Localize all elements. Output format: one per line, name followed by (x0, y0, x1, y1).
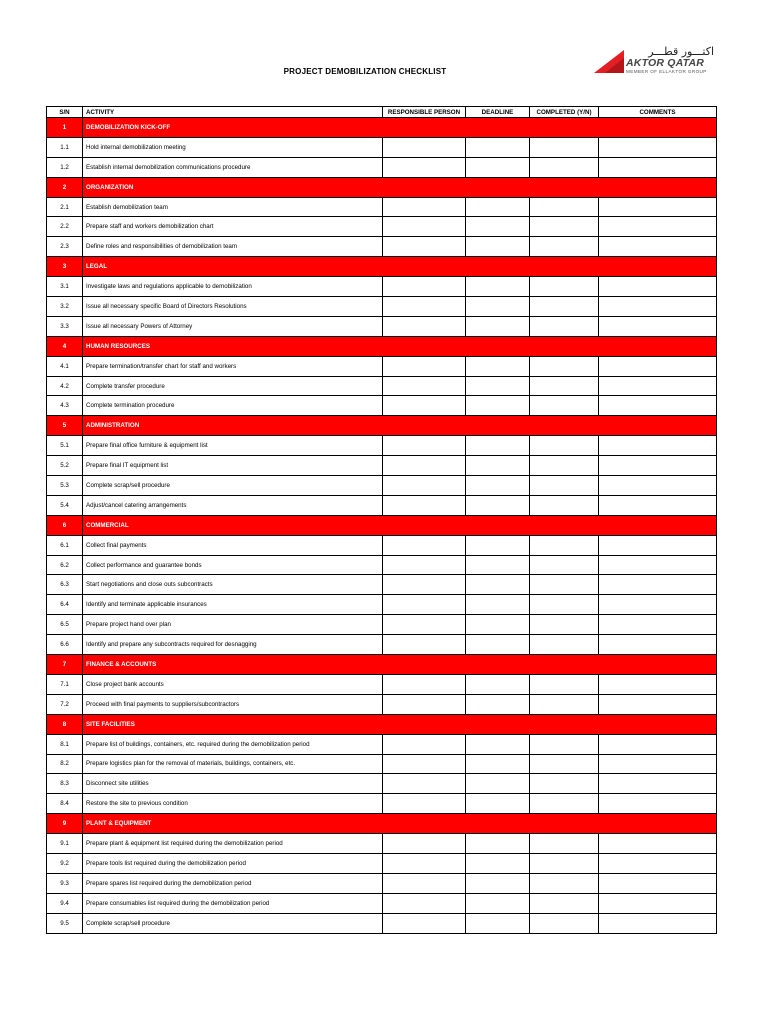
deadline-cell[interactable] (466, 555, 530, 575)
item-activity: Establish demobilization team (83, 197, 383, 217)
logo-triangle-icon (594, 48, 628, 78)
table-row (47, 555, 717, 575)
item-number: 5.4 (47, 495, 83, 515)
deadline-cell[interactable] (466, 635, 530, 655)
responsible-person-cell[interactable] (383, 316, 466, 336)
deadline-cell[interactable] (466, 157, 530, 177)
item-number: 3.2 (47, 297, 83, 317)
section-title: LEGAL (83, 257, 717, 277)
deadline-cell[interactable] (466, 535, 530, 555)
responsible-person-cell[interactable] (383, 794, 466, 814)
comments-cell[interactable] (599, 774, 717, 794)
section-row (47, 118, 717, 138)
responsible-person-cell[interactable] (383, 913, 466, 933)
item-activity: Prepare staff and workers demobilization chart (83, 217, 383, 237)
item-activity: Close project bank accounts (83, 674, 383, 694)
deadline-cell[interactable] (466, 873, 530, 893)
comments-cell[interactable] (599, 197, 717, 217)
responsible-person-cell[interactable] (383, 575, 466, 595)
table-row (47, 316, 717, 336)
deadline-cell[interactable] (466, 376, 530, 396)
responsible-person-cell[interactable] (383, 893, 466, 913)
item-number: 8.3 (47, 774, 83, 794)
header-sn: S/N (47, 107, 83, 118)
deadline-cell[interactable] (466, 137, 530, 157)
table-row (47, 834, 717, 854)
table-row (47, 376, 717, 396)
item-number: 1.1 (47, 137, 83, 157)
item-number: 6.2 (47, 555, 83, 575)
comments-cell[interactable] (599, 873, 717, 893)
responsible-person-cell[interactable] (383, 615, 466, 635)
comments-cell[interactable] (599, 137, 717, 157)
table-row (47, 873, 717, 893)
item-activity: Restore the site to previous condition (83, 794, 383, 814)
deadline-cell[interactable] (466, 754, 530, 774)
item-activity: Prepare final office furniture & equipment list (83, 436, 383, 456)
comments-cell[interactable] (599, 555, 717, 575)
section-row (47, 257, 717, 277)
responsible-person-cell[interactable] (383, 694, 466, 714)
item-activity: Prepare consumables list required during the demobilization period (83, 893, 383, 913)
section-number: 6 (47, 515, 83, 535)
completed-cell[interactable] (530, 277, 599, 297)
section-title: ORGANIZATION (83, 177, 717, 197)
table-row (47, 575, 717, 595)
item-number: 6.5 (47, 615, 83, 635)
completed-cell[interactable] (530, 635, 599, 655)
comments-cell[interactable] (599, 436, 717, 456)
section-title: COMMERCIAL (83, 515, 717, 535)
section-title: DEMOBILIZATION KICK-OFF (83, 118, 717, 138)
item-number: 4.3 (47, 396, 83, 416)
responsible-person-cell[interactable] (383, 674, 466, 694)
deadline-cell[interactable] (466, 277, 530, 297)
comments-cell[interactable] (599, 396, 717, 416)
item-number: 6.4 (47, 595, 83, 615)
item-number: 9.3 (47, 873, 83, 893)
completed-cell[interactable] (530, 356, 599, 376)
deadline-cell[interactable] (466, 456, 530, 476)
section-number: 1 (47, 118, 83, 138)
section-row (47, 416, 717, 436)
completed-cell[interactable] (530, 555, 599, 575)
item-activity: Identify and terminate applicable insurances (83, 595, 383, 615)
completed-cell[interactable] (530, 794, 599, 814)
item-number: 5.3 (47, 476, 83, 496)
responsible-person-cell[interactable] (383, 754, 466, 774)
deadline-cell[interactable] (466, 674, 530, 694)
table-row (47, 853, 717, 873)
completed-cell[interactable] (530, 754, 599, 774)
responsible-person-cell[interactable] (383, 376, 466, 396)
completed-cell[interactable] (530, 157, 599, 177)
comments-cell[interactable] (599, 595, 717, 615)
comments-cell[interactable] (599, 575, 717, 595)
item-number: 9.2 (47, 853, 83, 873)
responsible-person-cell[interactable] (383, 873, 466, 893)
section-title: HUMAN RESOURCES (83, 336, 717, 356)
section-number: 4 (47, 336, 83, 356)
completed-cell[interactable] (530, 197, 599, 217)
deadline-cell[interactable] (466, 436, 530, 456)
deadline-cell[interactable] (466, 893, 530, 913)
table-row (47, 495, 717, 515)
completed-cell[interactable] (530, 535, 599, 555)
header-responsible-person: RESPONSIBLE PERSON (383, 107, 466, 118)
table-row (47, 893, 717, 913)
comments-cell[interactable] (599, 476, 717, 496)
deadline-cell[interactable] (466, 356, 530, 376)
item-activity: Investigate laws and regulations applicable to demobilization (83, 277, 383, 297)
comments-cell[interactable] (599, 734, 717, 754)
responsible-person-cell[interactable] (383, 436, 466, 456)
table-row (47, 277, 717, 297)
comments-cell[interactable] (599, 794, 717, 814)
table-row (47, 595, 717, 615)
completed-cell[interactable] (530, 834, 599, 854)
item-activity: Start negotiations and close outs subcontracts (83, 575, 383, 595)
table-row (47, 674, 717, 694)
deadline-cell[interactable] (466, 734, 530, 754)
item-activity: Prepare termination/transfer chart for staff and workers (83, 356, 383, 376)
table-row (47, 476, 717, 496)
deadline-cell[interactable] (466, 495, 530, 515)
comments-cell[interactable] (599, 535, 717, 555)
deadline-cell[interactable] (466, 575, 530, 595)
comments-cell[interactable] (599, 277, 717, 297)
responsible-person-cell[interactable] (383, 595, 466, 615)
table-row (47, 794, 717, 814)
responsible-person-cell[interactable] (383, 197, 466, 217)
section-number: 5 (47, 416, 83, 436)
completed-cell[interactable] (530, 476, 599, 496)
responsible-person-cell[interactable] (383, 396, 466, 416)
item-activity: Prepare list of buildings, containers, etc. required during the demobilization period (83, 734, 383, 754)
completed-cell[interactable] (530, 595, 599, 615)
comments-cell[interactable] (599, 316, 717, 336)
item-activity: Prepare spares list required during the demobilization period (83, 873, 383, 893)
responsible-person-cell[interactable] (383, 476, 466, 496)
item-number: 6.3 (47, 575, 83, 595)
table-row (47, 157, 717, 177)
completed-cell[interactable] (530, 436, 599, 456)
completed-cell[interactable] (530, 495, 599, 515)
table-row (47, 197, 717, 217)
header-completed: COMPLETED (Y/N) (530, 107, 599, 118)
deadline-cell[interactable] (466, 834, 530, 854)
completed-cell[interactable] (530, 237, 599, 257)
item-number: 9.5 (47, 913, 83, 933)
section-title: PLANT & EQUIPMENT (83, 814, 717, 834)
header-comments: COMMENTS (599, 107, 717, 118)
completed-cell[interactable] (530, 734, 599, 754)
item-activity: Prepare logistics plan for the removal of materials, buildings, containers, etc. (83, 754, 383, 774)
table-row (47, 913, 717, 933)
completed-cell[interactable] (530, 137, 599, 157)
section-number: 9 (47, 814, 83, 834)
logo-name: AKTOR QATAR (626, 57, 705, 69)
item-number: 2.3 (47, 237, 83, 257)
responsible-person-cell[interactable] (383, 853, 466, 873)
item-number: 2.2 (47, 217, 83, 237)
responsible-person-cell[interactable] (383, 297, 466, 317)
comments-cell[interactable] (599, 754, 717, 774)
section-number: 8 (47, 714, 83, 734)
item-number: 7.1 (47, 674, 83, 694)
comments-cell[interactable] (599, 834, 717, 854)
responsible-person-cell[interactable] (383, 495, 466, 515)
responsible-person-cell[interactable] (383, 277, 466, 297)
table-row (47, 615, 717, 635)
section-number: 2 (47, 177, 83, 197)
responsible-person-cell[interactable] (383, 157, 466, 177)
table-row (47, 535, 717, 555)
deadline-cell[interactable] (466, 396, 530, 416)
item-number: 4.1 (47, 356, 83, 376)
item-activity: Complete transfer procedure (83, 376, 383, 396)
completed-cell[interactable] (530, 873, 599, 893)
completed-cell[interactable] (530, 396, 599, 416)
section-row (47, 655, 717, 675)
deadline-cell[interactable] (466, 853, 530, 873)
deadline-cell[interactable] (466, 237, 530, 257)
responsible-person-cell[interactable] (383, 237, 466, 257)
completed-cell[interactable] (530, 615, 599, 635)
table-row (47, 217, 717, 237)
table-row (47, 754, 717, 774)
section-row (47, 814, 717, 834)
item-activity: Complete scrap/sell procedure (83, 476, 383, 496)
comments-cell[interactable] (599, 635, 717, 655)
completed-cell[interactable] (530, 376, 599, 396)
section-number: 3 (47, 257, 83, 277)
header-activity: ACTIVITY (83, 107, 383, 118)
deadline-cell[interactable] (466, 297, 530, 317)
header-deadline: DEADLINE (466, 107, 530, 118)
item-number: 8.2 (47, 754, 83, 774)
item-activity: Disconnect site utilities (83, 774, 383, 794)
item-number: 7.2 (47, 694, 83, 714)
completed-cell[interactable] (530, 456, 599, 476)
page-title: PROJECT DEMOBILIZATION CHECKLIST (283, 67, 447, 76)
comments-cell[interactable] (599, 615, 717, 635)
comments-cell[interactable] (599, 376, 717, 396)
deadline-cell[interactable] (466, 217, 530, 237)
item-number: 9.4 (47, 893, 83, 913)
responsible-person-cell[interactable] (383, 456, 466, 476)
table-row (47, 456, 717, 476)
deadline-cell[interactable] (466, 615, 530, 635)
logo-arabic-text: اكتـــور قطـــر (648, 45, 714, 58)
completed-cell[interactable] (530, 853, 599, 873)
item-activity: Establish internal demobilization communications procedure (83, 157, 383, 177)
comments-cell[interactable] (599, 853, 717, 873)
deadline-cell[interactable] (466, 913, 530, 933)
completed-cell[interactable] (530, 774, 599, 794)
table-row (47, 356, 717, 376)
item-activity: Identify and prepare any subcontracts required for desnagging (83, 635, 383, 655)
checklist-table (46, 106, 717, 934)
comments-cell[interactable] (599, 495, 717, 515)
table-header-row (47, 107, 717, 118)
responsible-person-cell[interactable] (383, 834, 466, 854)
comments-cell[interactable] (599, 913, 717, 933)
section-row (47, 714, 717, 734)
item-number: 2.1 (47, 197, 83, 217)
item-number: 4.2 (47, 376, 83, 396)
section-number: 7 (47, 655, 83, 675)
item-activity: Collect performance and guarantee bonds (83, 555, 383, 575)
checklist-body (47, 118, 717, 934)
item-activity: Prepare plant & equipment list required during the demobilization period (83, 834, 383, 854)
item-number: 8.1 (47, 734, 83, 754)
item-number: 6.1 (47, 535, 83, 555)
comments-cell[interactable] (599, 674, 717, 694)
comments-cell[interactable] (599, 694, 717, 714)
completed-cell[interactable] (530, 575, 599, 595)
item-number: 3.1 (47, 277, 83, 297)
completed-cell[interactable] (530, 694, 599, 714)
item-number: 5.2 (47, 456, 83, 476)
comments-cell[interactable] (599, 237, 717, 257)
table-row (47, 237, 717, 257)
completed-cell[interactable] (530, 316, 599, 336)
section-row (47, 177, 717, 197)
item-activity: Proceed with final payments to suppliers/subcontractors (83, 694, 383, 714)
comments-cell[interactable] (599, 456, 717, 476)
responsible-person-cell[interactable] (383, 555, 466, 575)
comments-cell[interactable] (599, 297, 717, 317)
item-number: 6.6 (47, 635, 83, 655)
item-number: 9.1 (47, 834, 83, 854)
item-activity: Adjust/cancel catering arrangements (83, 495, 383, 515)
item-number: 1.2 (47, 157, 83, 177)
completed-cell[interactable] (530, 217, 599, 237)
item-activity: Prepare project hand over plan (83, 615, 383, 635)
item-number: 5.1 (47, 436, 83, 456)
section-row (47, 515, 717, 535)
item-activity: Prepare tools list required during the demobilization period (83, 853, 383, 873)
comments-cell[interactable] (599, 356, 717, 376)
item-activity: Define roles and responsibilities of demobilization team (83, 237, 383, 257)
section-title: SITE FACILITIES (83, 714, 717, 734)
deadline-cell[interactable] (466, 774, 530, 794)
section-row (47, 336, 717, 356)
table-row (47, 635, 717, 655)
item-number: 8.4 (47, 794, 83, 814)
responsible-person-cell[interactable] (383, 137, 466, 157)
deadline-cell[interactable] (466, 197, 530, 217)
responsible-person-cell[interactable] (383, 734, 466, 754)
item-activity: Complete scrap/sell procedure (83, 913, 383, 933)
responsible-person-cell[interactable] (383, 356, 466, 376)
item-activity: Collect final payments (83, 535, 383, 555)
completed-cell[interactable] (530, 893, 599, 913)
deadline-cell[interactable] (466, 476, 530, 496)
comments-cell[interactable] (599, 893, 717, 913)
comments-cell[interactable] (599, 217, 717, 237)
deadline-cell[interactable] (466, 694, 530, 714)
table-row (47, 694, 717, 714)
deadline-cell[interactable] (466, 595, 530, 615)
logo-subtitle: MEMBER OF ELLAKTOR GROUP (626, 69, 707, 74)
responsible-person-cell[interactable] (383, 635, 466, 655)
section-title: ADMINISTRATION (83, 416, 717, 436)
completed-cell[interactable] (530, 913, 599, 933)
item-number: 3.3 (47, 316, 83, 336)
responsible-person-cell[interactable] (383, 217, 466, 237)
section-title: FINANCE & ACCOUNTS (83, 655, 717, 675)
deadline-cell[interactable] (466, 794, 530, 814)
table-row (47, 436, 717, 456)
company-logo (594, 45, 718, 78)
table-row (47, 396, 717, 416)
completed-cell[interactable] (530, 674, 599, 694)
responsible-person-cell[interactable] (383, 535, 466, 555)
responsible-person-cell[interactable] (383, 774, 466, 794)
table-row (47, 734, 717, 754)
completed-cell[interactable] (530, 297, 599, 317)
comments-cell[interactable] (599, 157, 717, 177)
item-activity: Issue all necessary specific Board of Directors Resolutions (83, 297, 383, 317)
deadline-cell[interactable] (466, 316, 530, 336)
table-row (47, 297, 717, 317)
item-activity: Prepare final IT equipment list (83, 456, 383, 476)
table-row (47, 137, 717, 157)
item-activity: Issue all necessary Powers of Attorney (83, 316, 383, 336)
table-row (47, 774, 717, 794)
item-activity: Hold internal demobilization meeting (83, 137, 383, 157)
item-activity: Complete termination procedure (83, 396, 383, 416)
